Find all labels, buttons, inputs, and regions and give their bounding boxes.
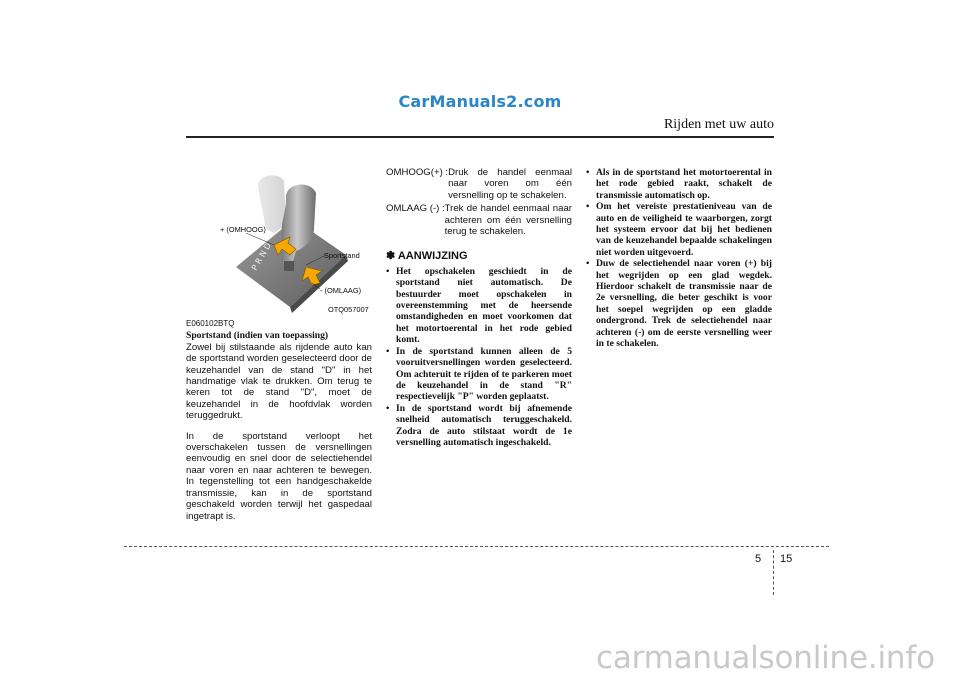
section-heading: Sportstand (indien van toepassing) bbox=[186, 330, 329, 342]
page-number-separator bbox=[773, 550, 774, 595]
section-code: E060102BTQ bbox=[186, 319, 235, 328]
list-item: • Om het vereiste prestatieniveau van de auto en de veiligheid te waarborgen, zorgt het systeem ervoor dat bij het bedienen van de keuzehandel bepaalde schakelingen niet worden uitgevoerd. bbox=[586, 201, 772, 258]
label-up: + (OMHOOG) bbox=[220, 225, 266, 234]
page-number: 15 bbox=[780, 553, 793, 565]
list-item: • Duw de selectiehendel naar voren (+) bij het wegrijden op een glad wegdek. Hierdoor schakelt de transmissie naar de 2e versnelling, die beter geschikt is voor het soepel wegrijden op een gladde ondergrond. Trek de selectiehendel naar achteren (-) om de eerste versnelling weer in te schakelen. bbox=[586, 258, 772, 350]
definition-term: OMHOOG(+) : bbox=[386, 167, 449, 178]
footer-rule bbox=[124, 546, 829, 547]
definition-desc: Trek de handel eenmaal naar achteren om één versnelling terug te schakelen. bbox=[444, 203, 572, 238]
definition-desc: Druk de handel eenmaal naar voren om één versnelling op te schakelen. bbox=[448, 167, 572, 201]
list-item: • In de sportstand wordt bij afnemende snelheid automatisch teruggeschakeld. Zodra de auto stilstaat wordt de 1e versnelling automatisch ingeschakeld. bbox=[386, 402, 572, 448]
list-item: • Als in de sportstand het motortoerental in het rode gebied raakt, schakelt de transmissie automatisch op. bbox=[586, 167, 772, 201]
definition-up bbox=[386, 167, 572, 201]
watermark-bottom: carmanualsonline.info bbox=[596, 640, 935, 676]
note-list bbox=[386, 266, 572, 449]
label-down: - (OMLAAG) bbox=[320, 286, 362, 295]
column-3 bbox=[586, 167, 772, 350]
definition-term: OMLAAG (-) : bbox=[386, 203, 445, 215]
note-title: ✽ AANWIJZING bbox=[386, 250, 468, 263]
definition-down bbox=[386, 203, 572, 237]
chapter-number: 5 bbox=[755, 553, 762, 565]
paragraph-2: In de sportstand verloopt het overschakelen tussen de versnellingen eenvoudig en snel door de selectiehendel naar voren en naar achteren te bewegen. In tegenstelling tot een handgeschakelde transmissie, kan in de sportstand geschakeld worden terwijl het gaspedaal ingetrapt is. bbox=[186, 430, 372, 522]
note-list-continued bbox=[586, 167, 772, 350]
paragraph-1: Zowel bij stilstaande als rijdende auto kan de sportstand worden geselecteerd door de keuzehandel van de stand "D" in het handmatige vlak te drukken. Om terug te keren tot de stand "D", moet de keuzehandel in de hoofdvlak worden teruggedrukt. bbox=[186, 341, 372, 422]
gear-shifter-figure bbox=[186, 167, 372, 314]
watermark-top: CarManuals2.com bbox=[398, 92, 562, 111]
figure-code: OTQ057007 bbox=[328, 305, 369, 314]
list-item: • In de sportstand kunnen alleen de 5 vooruitversnellingen worden geselecteerd. Om achteruit te rijden of te parkeren moet de keuzehandel in de stand "R" respectievelijk "P" worden geplaatst. bbox=[386, 345, 572, 403]
column-1 bbox=[186, 167, 372, 531]
column-2 bbox=[386, 167, 572, 448]
list-item: • Het opschakelen geschiedt in de sportstand niet automatisch. De bestuurder moet opschakelen in overeenstemming met de heersende omstandigheden en moet voorkomen dat het motortoerental in het rode gebied komt. bbox=[386, 265, 572, 346]
header-rule bbox=[186, 136, 774, 138]
svg-text:P R N D: P R N D bbox=[249, 241, 273, 272]
label-sportstand: Sportstand bbox=[324, 251, 360, 260]
section-title: Rijden met uw auto bbox=[663, 117, 774, 132]
